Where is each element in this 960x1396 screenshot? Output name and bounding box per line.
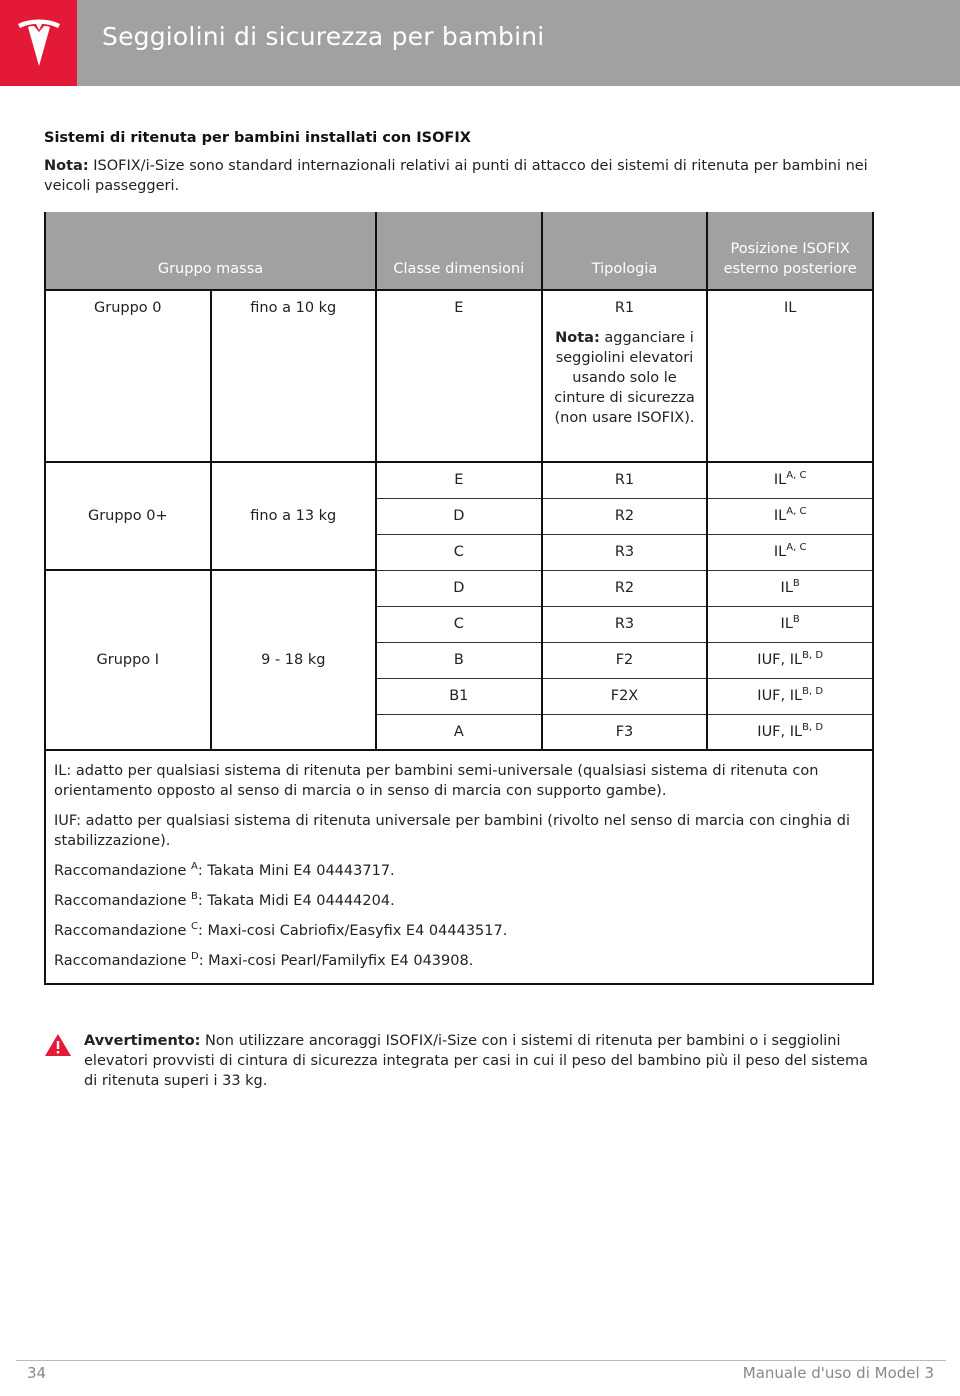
tesla-logo-icon <box>16 18 62 68</box>
recommendation-b <box>54 891 864 911</box>
warning-body: Non utilizzare ancoraggi ISOFIX/i-Size con i sistemi di ritenuta per bambini o i seggiolini elevatori provvisti di cintura di sicurezza integrata per casi in cui il peso del bambino più il peso del sistema di ritenuta superi i 33 kg. <box>84 1033 869 1089</box>
cell-position <box>707 606 873 642</box>
cell-type: R3 <box>542 534 708 570</box>
cell-mass: 9 - 18 kg <box>211 570 376 750</box>
recommendation-d <box>54 951 864 971</box>
cell-group: Gruppo 0+ <box>45 462 211 570</box>
header-isofix-position: Posizione ISOFIX esterno posteriore <box>707 212 873 290</box>
position-sup: A, C <box>786 542 807 554</box>
footnotes-cell <box>45 750 873 984</box>
cell-class: A <box>376 714 542 750</box>
position-value: IUF, IL <box>757 723 803 740</box>
intro-note <box>44 156 874 196</box>
footnote-il: IL: adatto per qualsiasi sistema di ritenuta per bambini semi-universale (qualsiasi sistema di ritenuta con orientamento opposto al senso di marcia o in senso di marcia con supporto gambe). <box>54 763 819 799</box>
footnote-iuf: IUF: adatto per qualsiasi sistema di ritenuta universale per bambini (rivolto nel senso di marcia con cinghia di stabilizzazione). <box>54 813 851 849</box>
note-text: ISOFIX/i-Size sono standard internazionali relativi ai punti di attacco dei sistemi di ritenuta per bambini nei veicoli passeggeri. <box>44 158 868 194</box>
cell-position <box>707 642 873 678</box>
cell-type: F2 <box>542 642 708 678</box>
manual-title: Manuale d'uso di Model 3 <box>742 1364 934 1382</box>
rec-text: : Maxi-cosi Cabriofix/Easyfix E4 04443517. <box>197 923 508 939</box>
cell-position: IL <box>707 290 873 462</box>
cell-type: F3 <box>542 714 708 750</box>
cell-position <box>707 534 873 570</box>
note-label: Nota: <box>44 158 89 174</box>
warning-icon <box>44 1033 72 1091</box>
rec-text: : Maxi-cosi Pearl/Familyfix E4 043908. <box>198 953 474 969</box>
cell-mass: fino a 10 kg <box>211 290 376 462</box>
position-sup: B <box>792 578 800 590</box>
isofix-table <box>44 212 874 985</box>
position-sup: B, D <box>802 650 824 662</box>
cell-group: Gruppo I <box>45 570 211 750</box>
position-value: IL <box>780 580 793 596</box>
position-sup: A, C <box>786 470 807 482</box>
position-value: IL <box>773 472 787 489</box>
type-note <box>549 328 701 428</box>
cell-type: R3 <box>542 606 708 642</box>
table-row <box>45 290 873 462</box>
rec-sup: A <box>190 861 198 873</box>
cell-type: F2X <box>542 678 708 714</box>
cell-position <box>707 462 873 498</box>
rec-prefix: Raccomandazione <box>54 893 191 909</box>
position-sup: A, C <box>786 506 807 518</box>
cell-type: R2 <box>542 498 708 534</box>
warning-text <box>84 1031 874 1091</box>
table-row <box>45 570 873 606</box>
cell-class: E <box>376 290 542 462</box>
type-note-text: agganciare i seggiolini elevatori usando solo le cinture di sicurezza (non usare ISOFIX). <box>554 330 695 426</box>
rec-sup: D <box>190 951 199 963</box>
header-size-class: Classe dimensioni <box>376 212 542 290</box>
table-footnotes-row <box>45 750 873 984</box>
cell-class: C <box>376 606 542 642</box>
position-value: IL <box>773 508 787 524</box>
section-title: Sistemi di ritenuta per bambini installati con ISOFIX <box>44 130 471 146</box>
cell-position <box>707 498 873 534</box>
footer-divider <box>16 1360 946 1361</box>
cell-class: D <box>376 498 542 534</box>
page-number: 34 <box>27 1364 47 1382</box>
page-header <box>0 0 960 86</box>
rec-sup: C <box>190 921 198 933</box>
rec-text: : Takata Midi E4 04444204. <box>197 893 395 909</box>
rec-text: : Takata Mini E4 04443717. <box>197 863 395 879</box>
cell-type: R1 <box>542 462 708 498</box>
cell-class: D <box>376 570 542 606</box>
type-note-label: Nota: <box>555 330 600 346</box>
cell-class: C <box>376 534 542 570</box>
warning-label: Avvertimento: <box>84 1033 201 1049</box>
recommendation-c <box>54 921 864 941</box>
warning-block <box>44 1031 874 1091</box>
cell-type <box>542 290 708 462</box>
position-value: IUF, IL <box>757 652 803 668</box>
table-row <box>45 462 873 498</box>
position-value: IL <box>780 616 793 632</box>
rec-sup: B <box>190 891 198 903</box>
page-title: Seggiolini di sicurezza per bambini <box>102 22 545 51</box>
cell-position <box>707 570 873 606</box>
cell-mass: fino a 13 kg <box>211 462 376 570</box>
table-header-row <box>45 212 873 290</box>
position-value: IL <box>773 544 787 560</box>
rec-prefix: Raccomandazione <box>54 953 191 969</box>
cell-class: E <box>376 462 542 498</box>
main-content <box>44 130 874 985</box>
type-value: R1 <box>614 300 635 316</box>
header-mass-group: Gruppo massa <box>45 212 376 290</box>
position-value: IUF, IL <box>757 688 803 704</box>
cell-class: B1 <box>376 678 542 714</box>
cell-type: R2 <box>542 570 708 606</box>
tesla-logo <box>0 0 77 86</box>
header-type: Tipologia <box>542 212 708 290</box>
rec-prefix: Raccomandazione <box>54 923 191 939</box>
rec-prefix: Raccomandazione <box>54 863 191 879</box>
position-sup: B, D <box>802 721 824 733</box>
cell-position <box>707 714 873 750</box>
cell-group: Gruppo 0 <box>45 290 211 462</box>
position-sup: B <box>792 614 800 626</box>
position-sup: B, D <box>802 686 824 698</box>
cell-position <box>707 678 873 714</box>
cell-class: B <box>376 642 542 678</box>
recommendation-a <box>54 861 864 881</box>
